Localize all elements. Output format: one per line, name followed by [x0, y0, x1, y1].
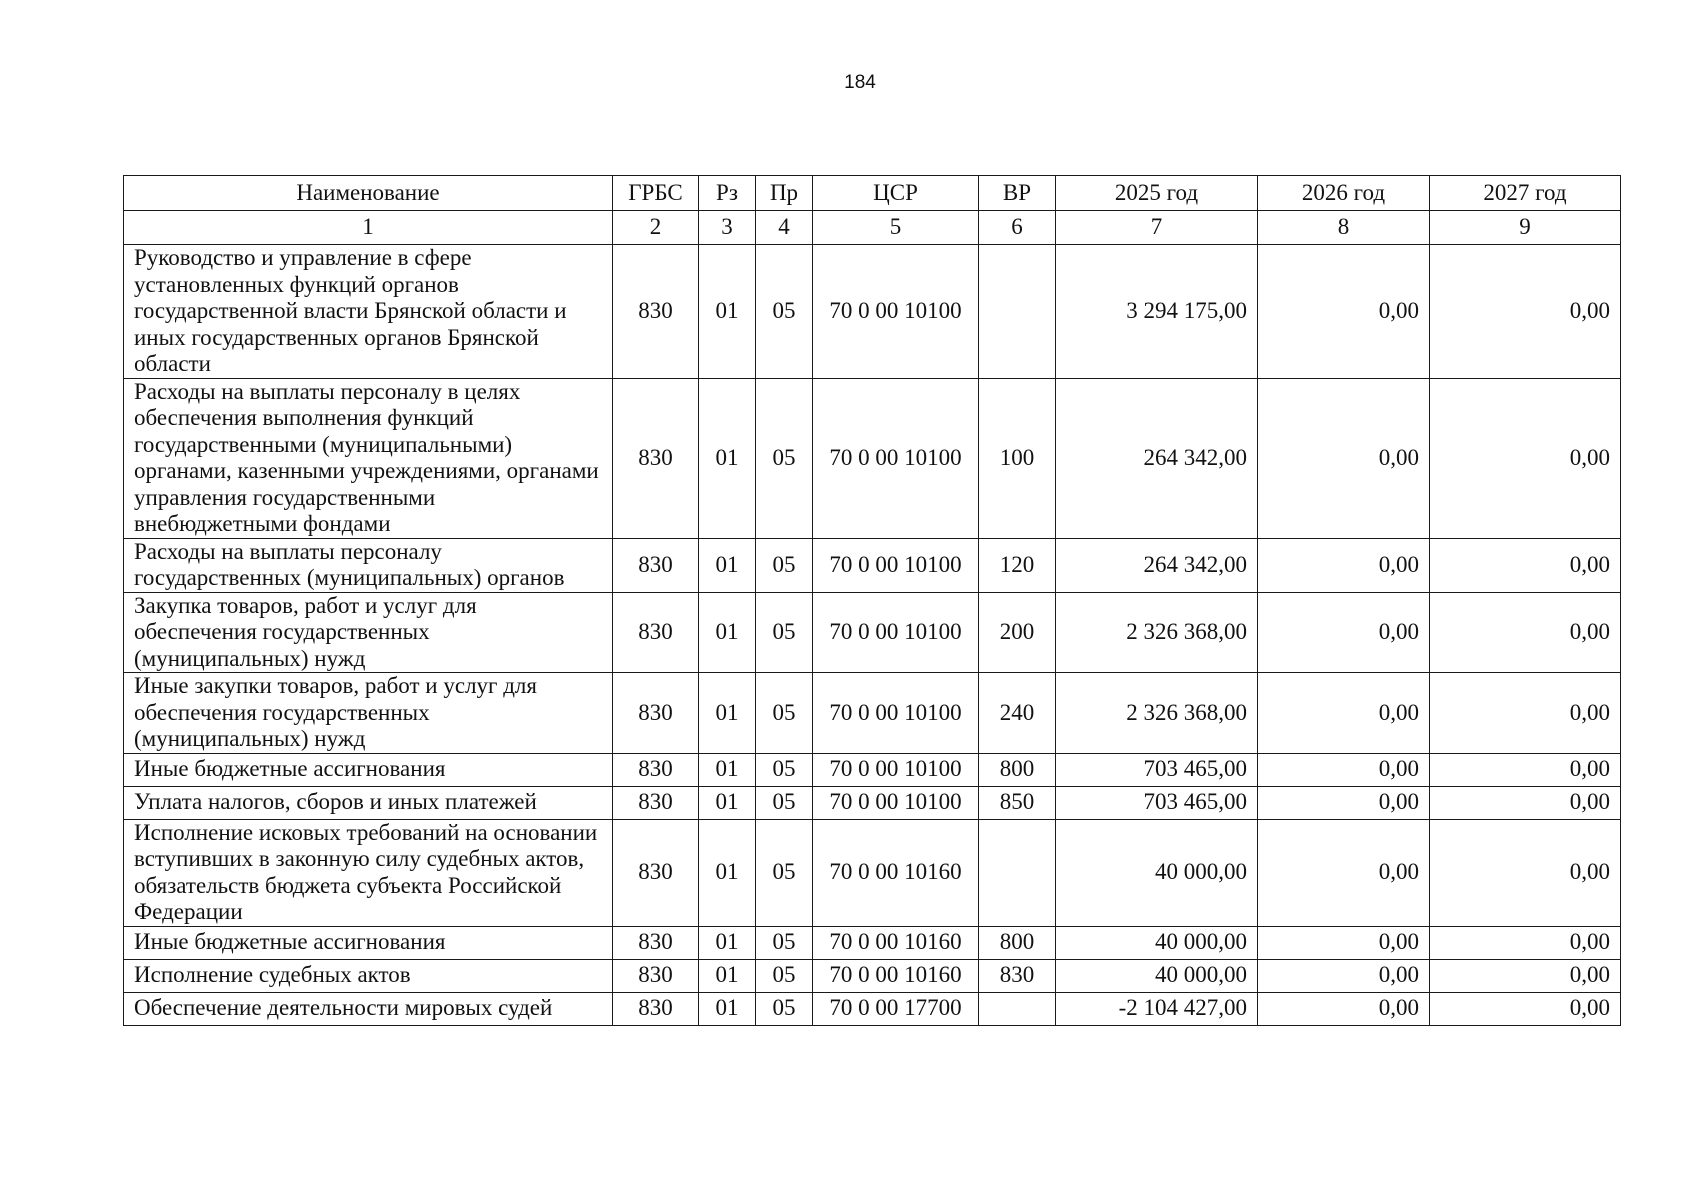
row-grbs: 830 — [613, 378, 699, 538]
row-amount-2026: 0,00 — [1258, 819, 1430, 926]
budget-table — [123, 175, 1621, 1026]
row-pr: 05 — [756, 538, 813, 592]
table-row — [124, 819, 1621, 926]
header-grbs: ГРБС — [613, 176, 699, 211]
row-name: Уплата налогов, сборов и иных платежей — [124, 786, 613, 819]
table-row — [124, 245, 1621, 379]
row-pr: 05 — [756, 992, 813, 1025]
row-amount-2027: 0,00 — [1430, 959, 1621, 992]
row-grbs: 830 — [613, 673, 699, 754]
row-amount-2027: 0,00 — [1430, 378, 1621, 538]
row-rz: 01 — [699, 753, 756, 786]
row-grbs: 830 — [613, 819, 699, 926]
row-amount-2026: 0,00 — [1258, 959, 1430, 992]
row-pr: 05 — [756, 926, 813, 959]
row-amount-2027: 0,00 — [1430, 538, 1621, 592]
row-rz: 01 — [699, 592, 756, 673]
row-name: Исполнение исковых требований на основании вступивших в законную силу судебных актов, обязательств бюджета субъекта Российской Федерации — [124, 819, 613, 926]
row-name: Иные закупки товаров, работ и услуг для обеспечения государственных (муниципальных) нужд — [124, 673, 613, 754]
row-rz: 01 — [699, 538, 756, 592]
row-amount-2025: 40 000,00 — [1056, 959, 1258, 992]
row-name: Расходы на выплаты персоналу в целях обеспечения выполнения функций государственными (муниципальными) органами, казенными учреждениями, органами управления государственными внебюджетными фондами — [124, 378, 613, 538]
row-grbs: 830 — [613, 926, 699, 959]
row-grbs: 830 — [613, 592, 699, 673]
row-vr: 850 — [979, 786, 1056, 819]
row-name: Обеспечение деятельности мировых судей — [124, 992, 613, 1025]
header-rz: Рз — [699, 176, 756, 211]
column-number: 3 — [699, 211, 756, 245]
row-rz: 01 — [699, 819, 756, 926]
row-grbs: 830 — [613, 538, 699, 592]
row-amount-2026: 0,00 — [1258, 538, 1430, 592]
row-grbs: 830 — [613, 245, 699, 379]
table-row — [124, 378, 1621, 538]
row-csr: 70 0 00 10100 — [813, 753, 979, 786]
column-number: 8 — [1258, 211, 1430, 245]
row-rz: 01 — [699, 673, 756, 754]
row-amount-2025: 40 000,00 — [1056, 926, 1258, 959]
row-pr: 05 — [756, 592, 813, 673]
row-rz: 01 — [699, 926, 756, 959]
row-amount-2026: 0,00 — [1258, 592, 1430, 673]
row-amount-2026: 0,00 — [1258, 786, 1430, 819]
row-vr: 800 — [979, 753, 1056, 786]
column-number: 9 — [1430, 211, 1621, 245]
row-vr: 240 — [979, 673, 1056, 754]
table-row — [124, 926, 1621, 959]
row-amount-2027: 0,00 — [1430, 753, 1621, 786]
row-csr: 70 0 00 10100 — [813, 673, 979, 754]
row-name: Иные бюджетные ассигнования — [124, 753, 613, 786]
row-pr: 05 — [756, 378, 813, 538]
table-row — [124, 992, 1621, 1025]
row-amount-2025: 2 326 368,00 — [1056, 673, 1258, 754]
row-grbs: 830 — [613, 753, 699, 786]
row-vr: 800 — [979, 926, 1056, 959]
row-amount-2027: 0,00 — [1430, 592, 1621, 673]
row-csr: 70 0 00 10100 — [813, 378, 979, 538]
column-number: 4 — [756, 211, 813, 245]
header-2025: 2025 год — [1056, 176, 1258, 211]
row-name: Руководство и управление в сфере установленных функций органов государственной власти Брянской области и иных государственных органов Брянской области — [124, 245, 613, 379]
row-csr: 70 0 00 10160 — [813, 819, 979, 926]
row-amount-2027: 0,00 — [1430, 786, 1621, 819]
row-vr: 100 — [979, 378, 1056, 538]
row-pr: 05 — [756, 819, 813, 926]
row-rz: 01 — [699, 786, 756, 819]
row-csr: 70 0 00 10160 — [813, 959, 979, 992]
row-csr: 70 0 00 10100 — [813, 592, 979, 673]
row-csr: 70 0 00 10100 — [813, 786, 979, 819]
row-amount-2027: 0,00 — [1430, 245, 1621, 379]
column-number: 6 — [979, 211, 1056, 245]
row-amount-2025: 703 465,00 — [1056, 786, 1258, 819]
row-csr: 70 0 00 10100 — [813, 538, 979, 592]
row-vr — [979, 245, 1056, 379]
page-number: 184 — [844, 72, 876, 93]
row-pr: 05 — [756, 959, 813, 992]
row-amount-2026: 0,00 — [1258, 992, 1430, 1025]
row-name: Расходы на выплаты персоналу государственных (муниципальных) органов — [124, 538, 613, 592]
table-row — [124, 592, 1621, 673]
header-csr: ЦСР — [813, 176, 979, 211]
row-amount-2026: 0,00 — [1258, 673, 1430, 754]
row-rz: 01 — [699, 245, 756, 379]
row-amount-2025: 40 000,00 — [1056, 819, 1258, 926]
header-2026: 2026 год — [1258, 176, 1430, 211]
row-vr — [979, 992, 1056, 1025]
row-amount-2026: 0,00 — [1258, 753, 1430, 786]
row-amount-2026: 0,00 — [1258, 926, 1430, 959]
table-row — [124, 959, 1621, 992]
row-pr: 05 — [756, 753, 813, 786]
row-amount-2025: 2 326 368,00 — [1056, 592, 1258, 673]
row-amount-2025: 3 294 175,00 — [1056, 245, 1258, 379]
row-pr: 05 — [756, 673, 813, 754]
row-name: Иные бюджетные ассигнования — [124, 926, 613, 959]
row-rz: 01 — [699, 959, 756, 992]
column-number-row — [124, 211, 1621, 245]
row-amount-2025: 264 342,00 — [1056, 538, 1258, 592]
row-grbs: 830 — [613, 959, 699, 992]
row-amount-2025: 703 465,00 — [1056, 753, 1258, 786]
table-row — [124, 673, 1621, 754]
row-csr: 70 0 00 17700 — [813, 992, 979, 1025]
row-amount-2026: 0,00 — [1258, 378, 1430, 538]
row-pr: 05 — [756, 786, 813, 819]
row-amount-2027: 0,00 — [1430, 673, 1621, 754]
row-amount-2026: 0,00 — [1258, 245, 1430, 379]
table-row — [124, 786, 1621, 819]
header-name: Наименование — [124, 176, 613, 211]
row-grbs: 830 — [613, 992, 699, 1025]
header-row — [124, 176, 1621, 211]
row-pr: 05 — [756, 245, 813, 379]
header-pr: Пр — [756, 176, 813, 211]
row-vr: 830 — [979, 959, 1056, 992]
row-amount-2025: -2 104 427,00 — [1056, 992, 1258, 1025]
row-rz: 01 — [699, 992, 756, 1025]
row-vr: 200 — [979, 592, 1056, 673]
row-vr — [979, 819, 1056, 926]
column-number: 7 — [1056, 211, 1258, 245]
table-row — [124, 753, 1621, 786]
row-vr: 120 — [979, 538, 1056, 592]
header-2027: 2027 год — [1430, 176, 1621, 211]
row-csr: 70 0 00 10160 — [813, 926, 979, 959]
row-amount-2027: 0,00 — [1430, 819, 1621, 926]
header-vr: ВР — [979, 176, 1056, 211]
row-amount-2027: 0,00 — [1430, 926, 1621, 959]
column-number: 1 — [124, 211, 613, 245]
row-amount-2025: 264 342,00 — [1056, 378, 1258, 538]
column-number: 2 — [613, 211, 699, 245]
row-name: Закупка товаров, работ и услуг для обеспечения государственных (муниципальных) нужд — [124, 592, 613, 673]
table-row — [124, 538, 1621, 592]
row-csr: 70 0 00 10100 — [813, 245, 979, 379]
row-amount-2027: 0,00 — [1430, 992, 1621, 1025]
row-grbs: 830 — [613, 786, 699, 819]
row-rz: 01 — [699, 378, 756, 538]
column-number: 5 — [813, 211, 979, 245]
row-name: Исполнение судебных актов — [124, 959, 613, 992]
